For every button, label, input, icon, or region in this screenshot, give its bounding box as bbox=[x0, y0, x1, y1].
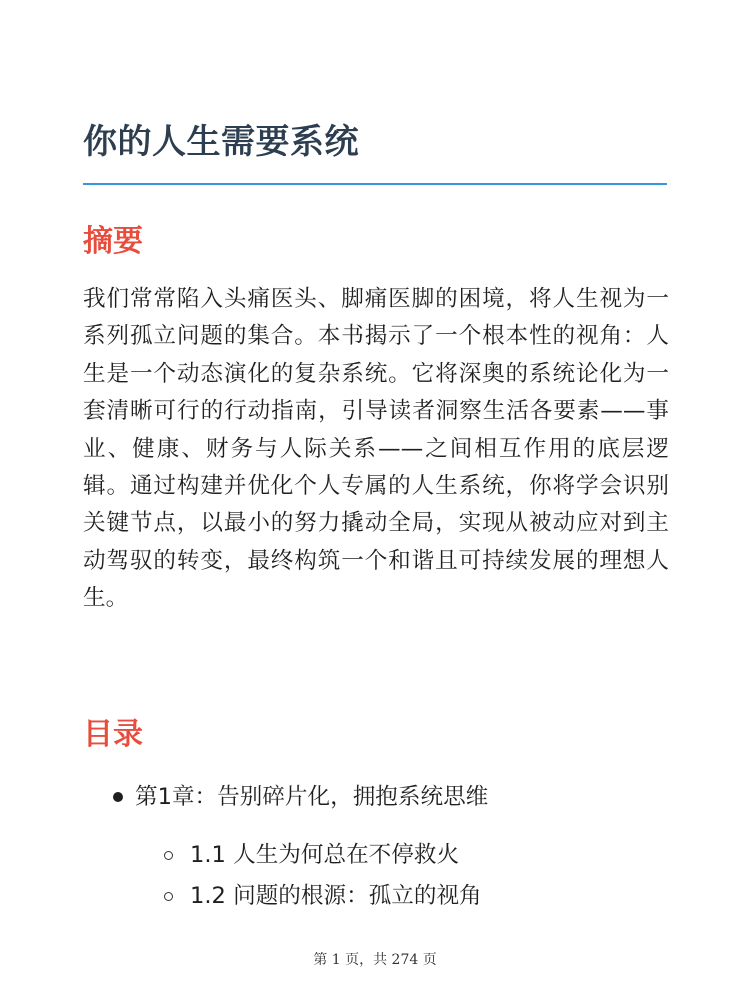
toc-chapter-1[interactable]: 第1章：告别碎片化，拥抱系统思维 bbox=[135, 784, 489, 810]
bullet-disc-icon bbox=[113, 792, 123, 802]
title-divider bbox=[83, 183, 667, 185]
toc-section-1-2[interactable]: 1.2 问题的根源：孤立的视角 bbox=[190, 883, 482, 909]
document-title: 你的人生需要系统 bbox=[83, 122, 359, 162]
page-footer: 第 1 页，共 274 页 bbox=[313, 952, 437, 968]
toc-heading: 目录 bbox=[83, 717, 143, 752]
abstract-paragraph: 我们常常陷入头痛医头、脚痛医脚的困境，将人生视为一系列孤立问题的集合。本书揭示了一个根本性的视角：人生是一个动态演化的复杂系统。它将深奥的系统论化为一套清晰可行的行动指南，引导读者洞察生活各要素——事业、健康、财务与人际关系——之间相互作用的底层逻辑。通过构建并优化个人专属的人生系统，你将学会识别关键节点，以最小的努力撬动全局，实现从被动应对到主动驾驭的转变，最终构筑一个和谐且可持续发展的理想人生。 bbox=[83, 286, 669, 612]
bullet-circle-icon bbox=[164, 851, 173, 860]
bullet-circle-icon bbox=[164, 892, 173, 901]
abstract-heading: 摘要 bbox=[83, 224, 143, 259]
toc-section-1-1[interactable]: 1.1 人生为何总在不停救火 bbox=[190, 842, 460, 868]
